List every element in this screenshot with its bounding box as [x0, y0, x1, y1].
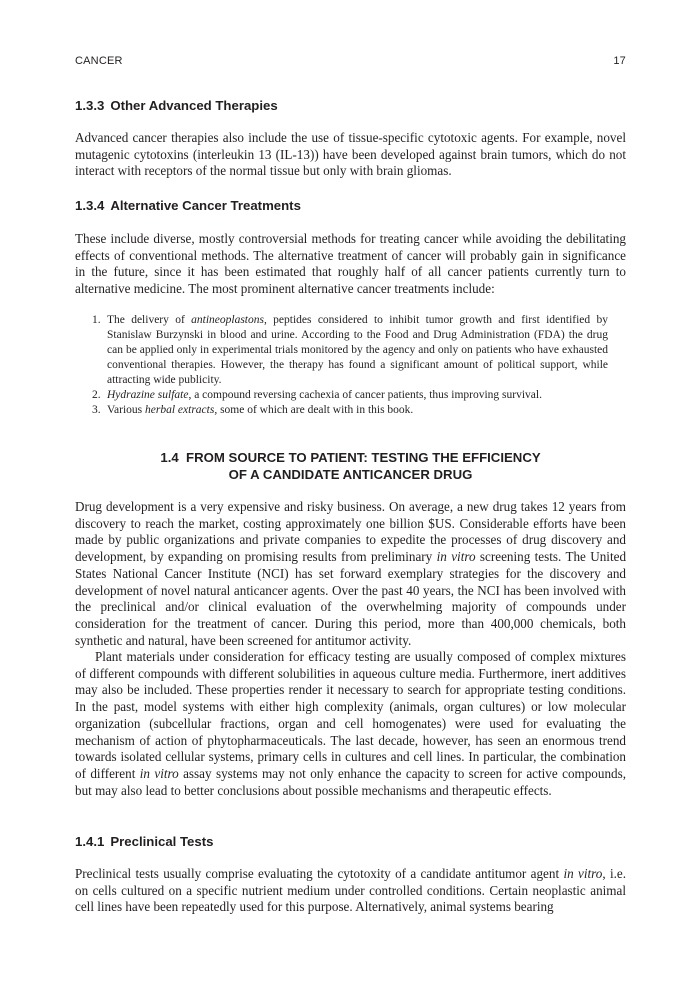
- section-heading-1-3-4: [75, 197, 626, 214]
- alternative-treatments-list: [75, 313, 626, 418]
- section-title: Alternative Cancer Treatments: [110, 198, 301, 213]
- list-item: [75, 388, 626, 403]
- list-item: [75, 403, 626, 418]
- section-number: 1.3.4: [75, 198, 105, 213]
- paragraph-other-advanced-therapies: Advanced cancer therapies also include the use of tissue-specific cytotoxic agents. For example, novel mutagenic cytotoxins (interleukin 13 (IL-13)) have been developed against brain tumors, which do not interact with receptors of the normal tissue but only with brain gliomas.: [75, 130, 626, 179]
- heading-line-2: OF A CANDIDATE ANTICANCER DRUG: [228, 467, 473, 482]
- list-marker: 1.: [92, 314, 101, 326]
- section-heading-1-4-1: [75, 833, 626, 850]
- list-text-italic: herbal extracts: [145, 404, 215, 416]
- section-heading-1-3-3: [75, 97, 626, 114]
- text-run: Preclinical tests usually comprise evaluating the cytotoxity of a candidate antitumor agent: [75, 866, 564, 881]
- text-run: screening tests. The United States National Cancer Institute (NCI) has set forward exemplary strategies for the discovery and development of novel natural anticancer agents. Over the past 40 years, the NCI has been involved with the preclinical and/or clinical evaluation of the overwhelming majority of compounds under consideration for the treatment of cancer. During this period, more than 400,000 chemicals, both synthetic and natural, have been screened for antitumor activity.: [75, 549, 627, 648]
- paragraph-drug-development: [75, 499, 626, 649]
- page-number: 17: [613, 55, 626, 67]
- list-text: , peptides considered to inhibit tumor growth and first identified by Stanislaw Burzynski in blood and urine. According to the Food and Drug Administration (FDA) the drug can be applied only in experimental trials monitored by the agency and only on patients who have exhausted conventional therapies. However, the therapy has found a significant amount of political support, while attracting wide publicity.: [107, 314, 608, 386]
- paragraph-preclinical-tests: [75, 866, 626, 916]
- text-run: assay systems may not only enhance the capacity to screen for active compounds, but may also lead to better conclusions about possible mechanisms and therapeutic effects.: [75, 765, 626, 798]
- list-text: , some of which are dealt with in this book.: [214, 404, 414, 416]
- list-text-italic: Hydrazine sulfate: [107, 389, 189, 401]
- text-italic: in vitro: [139, 765, 179, 781]
- list-text: The delivery of: [107, 314, 192, 326]
- chapter-section-heading-1-4: [75, 449, 626, 483]
- heading-line-1: [75, 449, 626, 466]
- list-marker: 3.: [92, 404, 101, 416]
- section-title: FROM SOURCE TO PATIENT: TESTING THE EFFICIENCY: [186, 450, 541, 465]
- section-number: 1.4: [160, 450, 179, 465]
- running-head: [75, 55, 626, 69]
- text-run: Plant materials under consideration for efficacy testing are usually composed of complex mixtures of different compounds with different solubilities in aqueous culture media. Furthermore, inert additives may also be included. These properties render it necessary to search for appropriate testing conditions. In the past, model systems with either high complexity (animals, organ cultures) or low molecular organization (subcellular fractions, organ and cell homogenates) were used for evaluating the mechanism of action of phytopharmaceuticals. The last decade, however, has seen an enormous trend towards isolated cellular systems, primary cells in cultures and cell lines. In particular, the combination of different: [75, 649, 626, 781]
- section-title: Preclinical Tests: [110, 834, 214, 849]
- paragraph-plant-materials: [75, 649, 626, 799]
- list-text: Various: [107, 404, 146, 416]
- text-italic: in vitro: [436, 549, 476, 565]
- paragraph-alternative-treatments: These include diverse, mostly controversial methods for treating cancer while avoiding the debilitating effects of conventional methods. The alternative treatment of cancer will probably gain in significance in the future, since it has been estimated that roughly half of all cancer patients currently turn to alternative medicine. The most prominent alternative cancer treatments include:: [75, 231, 626, 297]
- list-marker: 2.: [92, 389, 101, 401]
- text-run: , i.e. on cells cultured on a specific nutrient medium under controlled conditions. Certain neoplastic animal cell lines have been repeatedly used for this purpose. Alternatively, animal systems bearing: [75, 866, 627, 915]
- section-number: 1.4.1: [75, 834, 105, 849]
- text-italic: in vitro: [563, 866, 603, 881]
- section-number: 1.3.3: [75, 98, 105, 113]
- section-title: Other Advanced Therapies: [110, 98, 278, 113]
- list-text: , a compound reversing cachexia of cancer patients, thus improving survival.: [188, 389, 542, 401]
- list-item: [75, 313, 626, 388]
- text-run: Drug development is a very expensive and risky business. On average, a new drug takes 12 years from discovery to reach the market, costing approximately one billion $US. Considerable efforts have been made by public organizations and private companies to expedite the processes of drug discovery and development, by expanding on promising results from preliminary: [75, 499, 626, 565]
- list-text-italic: antineoplastons: [191, 314, 264, 326]
- running-head-title: CANCER: [75, 55, 123, 67]
